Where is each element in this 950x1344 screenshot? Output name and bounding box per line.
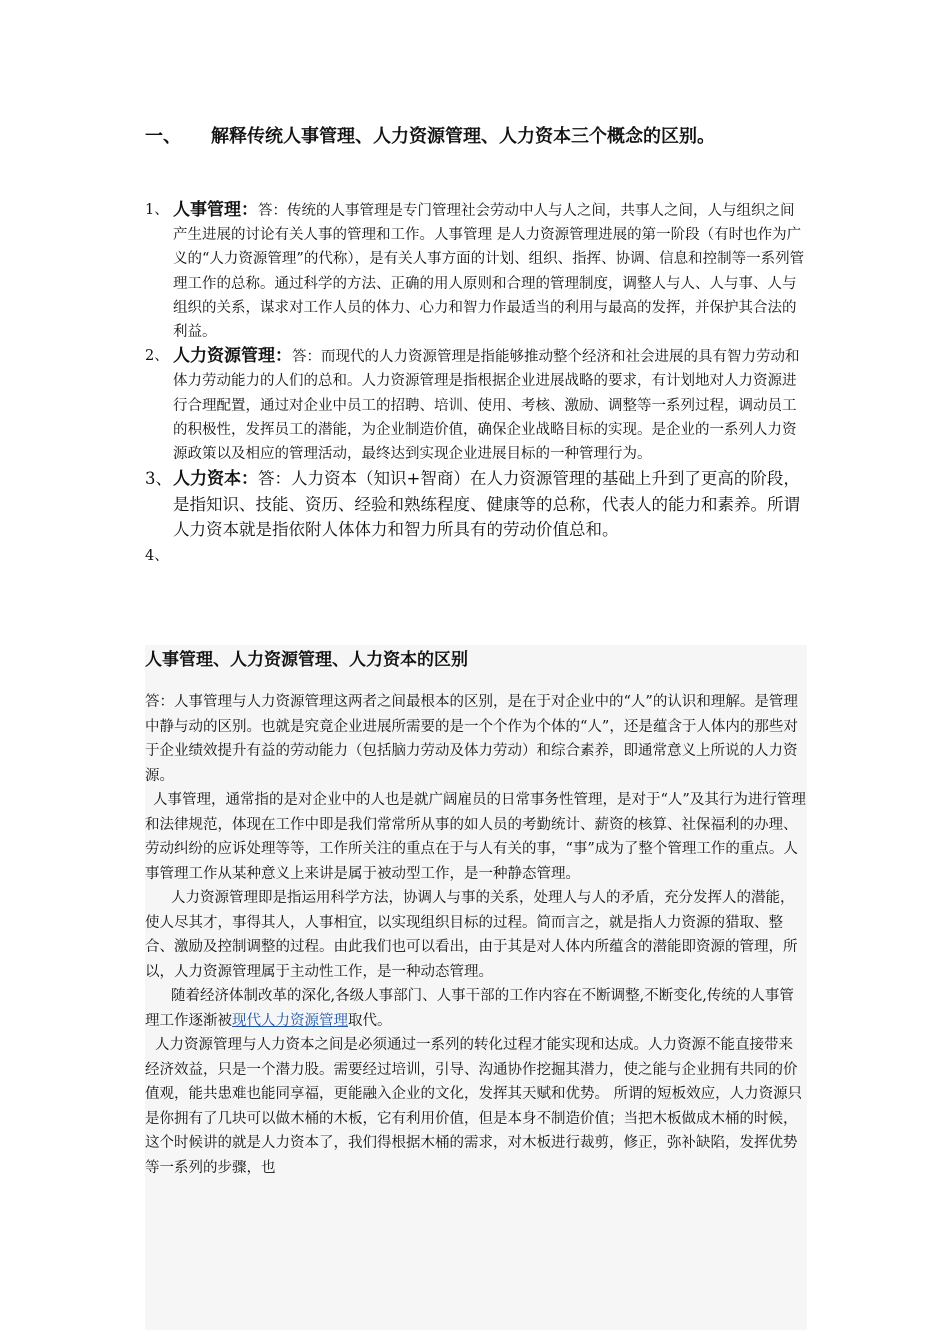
item-marker: 4、 [145, 548, 169, 565]
heading-number: 一、 [145, 126, 181, 147]
paragraph-5: 人力资源管理与人力资本之间是必须通过一系列的转化过程才能实现和达成。人力资源不能直接带来经济效益，只是一个潜力股。需要经过培训，引导、沟通协作挖掘其潜力，使之能与企业拥有共同的价值观，能共患难也能同享福，更能融入企业的文化，发挥其天赋和优势。 所谓的短板效应，人力资源只是你拥有了几块可以做木桶的木板，它有利用价值，但是本身不制造价值；当把木板做成木桶的时候，这个时候讲的就是人力资本了，我们得根据木桶的需求，对木板进行裁剪，修正，弥补缺陷，发挥优势等一系列的步骤，也 [145, 1037, 803, 1176]
paragraph-3: 人力资源管理即是指运用科学方法，协调人与事的关系，处理人与人的矛盾，充分发挥人的潜能，使人尽其才，事得其人，人事相宜，以实现组织目标的过程。简而言之，就是指人力资源的猎取、整合、激励及控制调整的过程。由此我们也可以看出，由于其是对人体内所蕴含的潜能即资源的管理，所以，人力资源管理属于主动性工作，是一种动态管理。 [145, 890, 798, 980]
paragraph-4-end: 取代。 [348, 1012, 392, 1029]
modern-hr-link[interactable]: 现代人力资源管理 [232, 1012, 348, 1029]
item-term: 人力资源管理： [173, 346, 292, 367]
item-term: 人力资本： [173, 469, 258, 490]
paragraph-4 [145, 984, 807, 1033]
item-marker: 2、 [145, 348, 169, 365]
item-text: 答：传统的人事管理是专门管理社会劳动中人与人之间，共事人之间，人与组织之间产生进展的讨论有关人事的管理和工作。人事管理 是人力资源管理进展的第一阶段（有时也作为广义的“人力资源管理”的代称），是有关人事方面的计划、组织、指挥、协调、信息和控制等一系列管理工作的总称。通过科学的方法、正确的用人原则和合理的管理制度，调整人与人、人与事、人与组织的关系，谋求对工作人员的体力、心力和智力作最适当的利用与最高的发挥，并保护其合法的利益。 [173, 203, 805, 341]
item-marker: 3、 [145, 469, 172, 489]
definition-list [145, 198, 807, 565]
section-heading-2: 人事管理、人力资源管理、人力资本的区别 [145, 650, 468, 670]
section-body [145, 690, 807, 1180]
paragraph-1: 答：人事管理与人力资源管理这两者之间最根本的区别，是在于对企业中的“人”的认识和理解。是管理中静与动的区别。也就是究竟企业进展所需要的是一个个作为个体的“人”，还是蕴含于人体内的那些对于企业绩效提升有益的劳动能力（包括脑力劳动及体力劳动）和综合素养，即通常意义上所说的人力资源。 [145, 694, 798, 784]
item-text: 答：人力资本（知识+智商）在人力资源管理的基础上升到了更高的阶段，是指知识、技能、资历、经验和熟练程度、健康等的总称，代表人的能力和素养。所谓人力资本就是指依附人体体力和智力所具有的劳动价值总和。 [173, 469, 800, 540]
list-item-hr-management [145, 344, 807, 466]
item-marker: 1、 [145, 202, 169, 218]
list-item-human-capital [145, 466, 807, 542]
item-term: 人事管理： [173, 200, 258, 220]
heading-text: 解释传统人事管理、人力资源管理、人力资本三个概念的区别。 [211, 126, 715, 147]
paragraph-4-text: 随着经济体制改革的深化,各级人事部门、人事干部的工作内容在不断调整,不断变化,传统的人事管理工作逐渐被 [145, 988, 794, 1029]
list-item-personnel-management [145, 198, 807, 344]
item-text: 答：而现代的人力资源管理是指能够推动整个经济和社会进展的具有智力劳动和体力劳动能力的人们的总和。人力资源管理是指根据企业进展战略的要求，有计划地对人力资源进行合理配置，通过对企业中员工的招聘、培训、使用、考核、激励、调整等一系列过程，调动员工的积极性，发挥员工的潜能，为企业制造价值，确保企业战略目标的实现。是企业的一系列人力资源政策以及相应的管理活动，最终达到实现企业进展目标的一种管理行为。 [173, 349, 800, 463]
paragraph-2: 人事管理，通常指的是对企业中的人也是就广阔雇员的日常事务性管理，是对于“人”及其行为进行管理和法律规范，体现在工作中即是我们常常所从事的如人员的考勤统计、薪资的核算、社保福利的办理、劳动纠纷的应诉处理等等，工作所关注的重点在于与人有关的事，“事”成为了整个管理工作的重点。人事管理工作从某种意义上来讲是属于被动型工作，是一种静态管理。 [145, 792, 806, 882]
section-heading-1 [145, 122, 845, 152]
